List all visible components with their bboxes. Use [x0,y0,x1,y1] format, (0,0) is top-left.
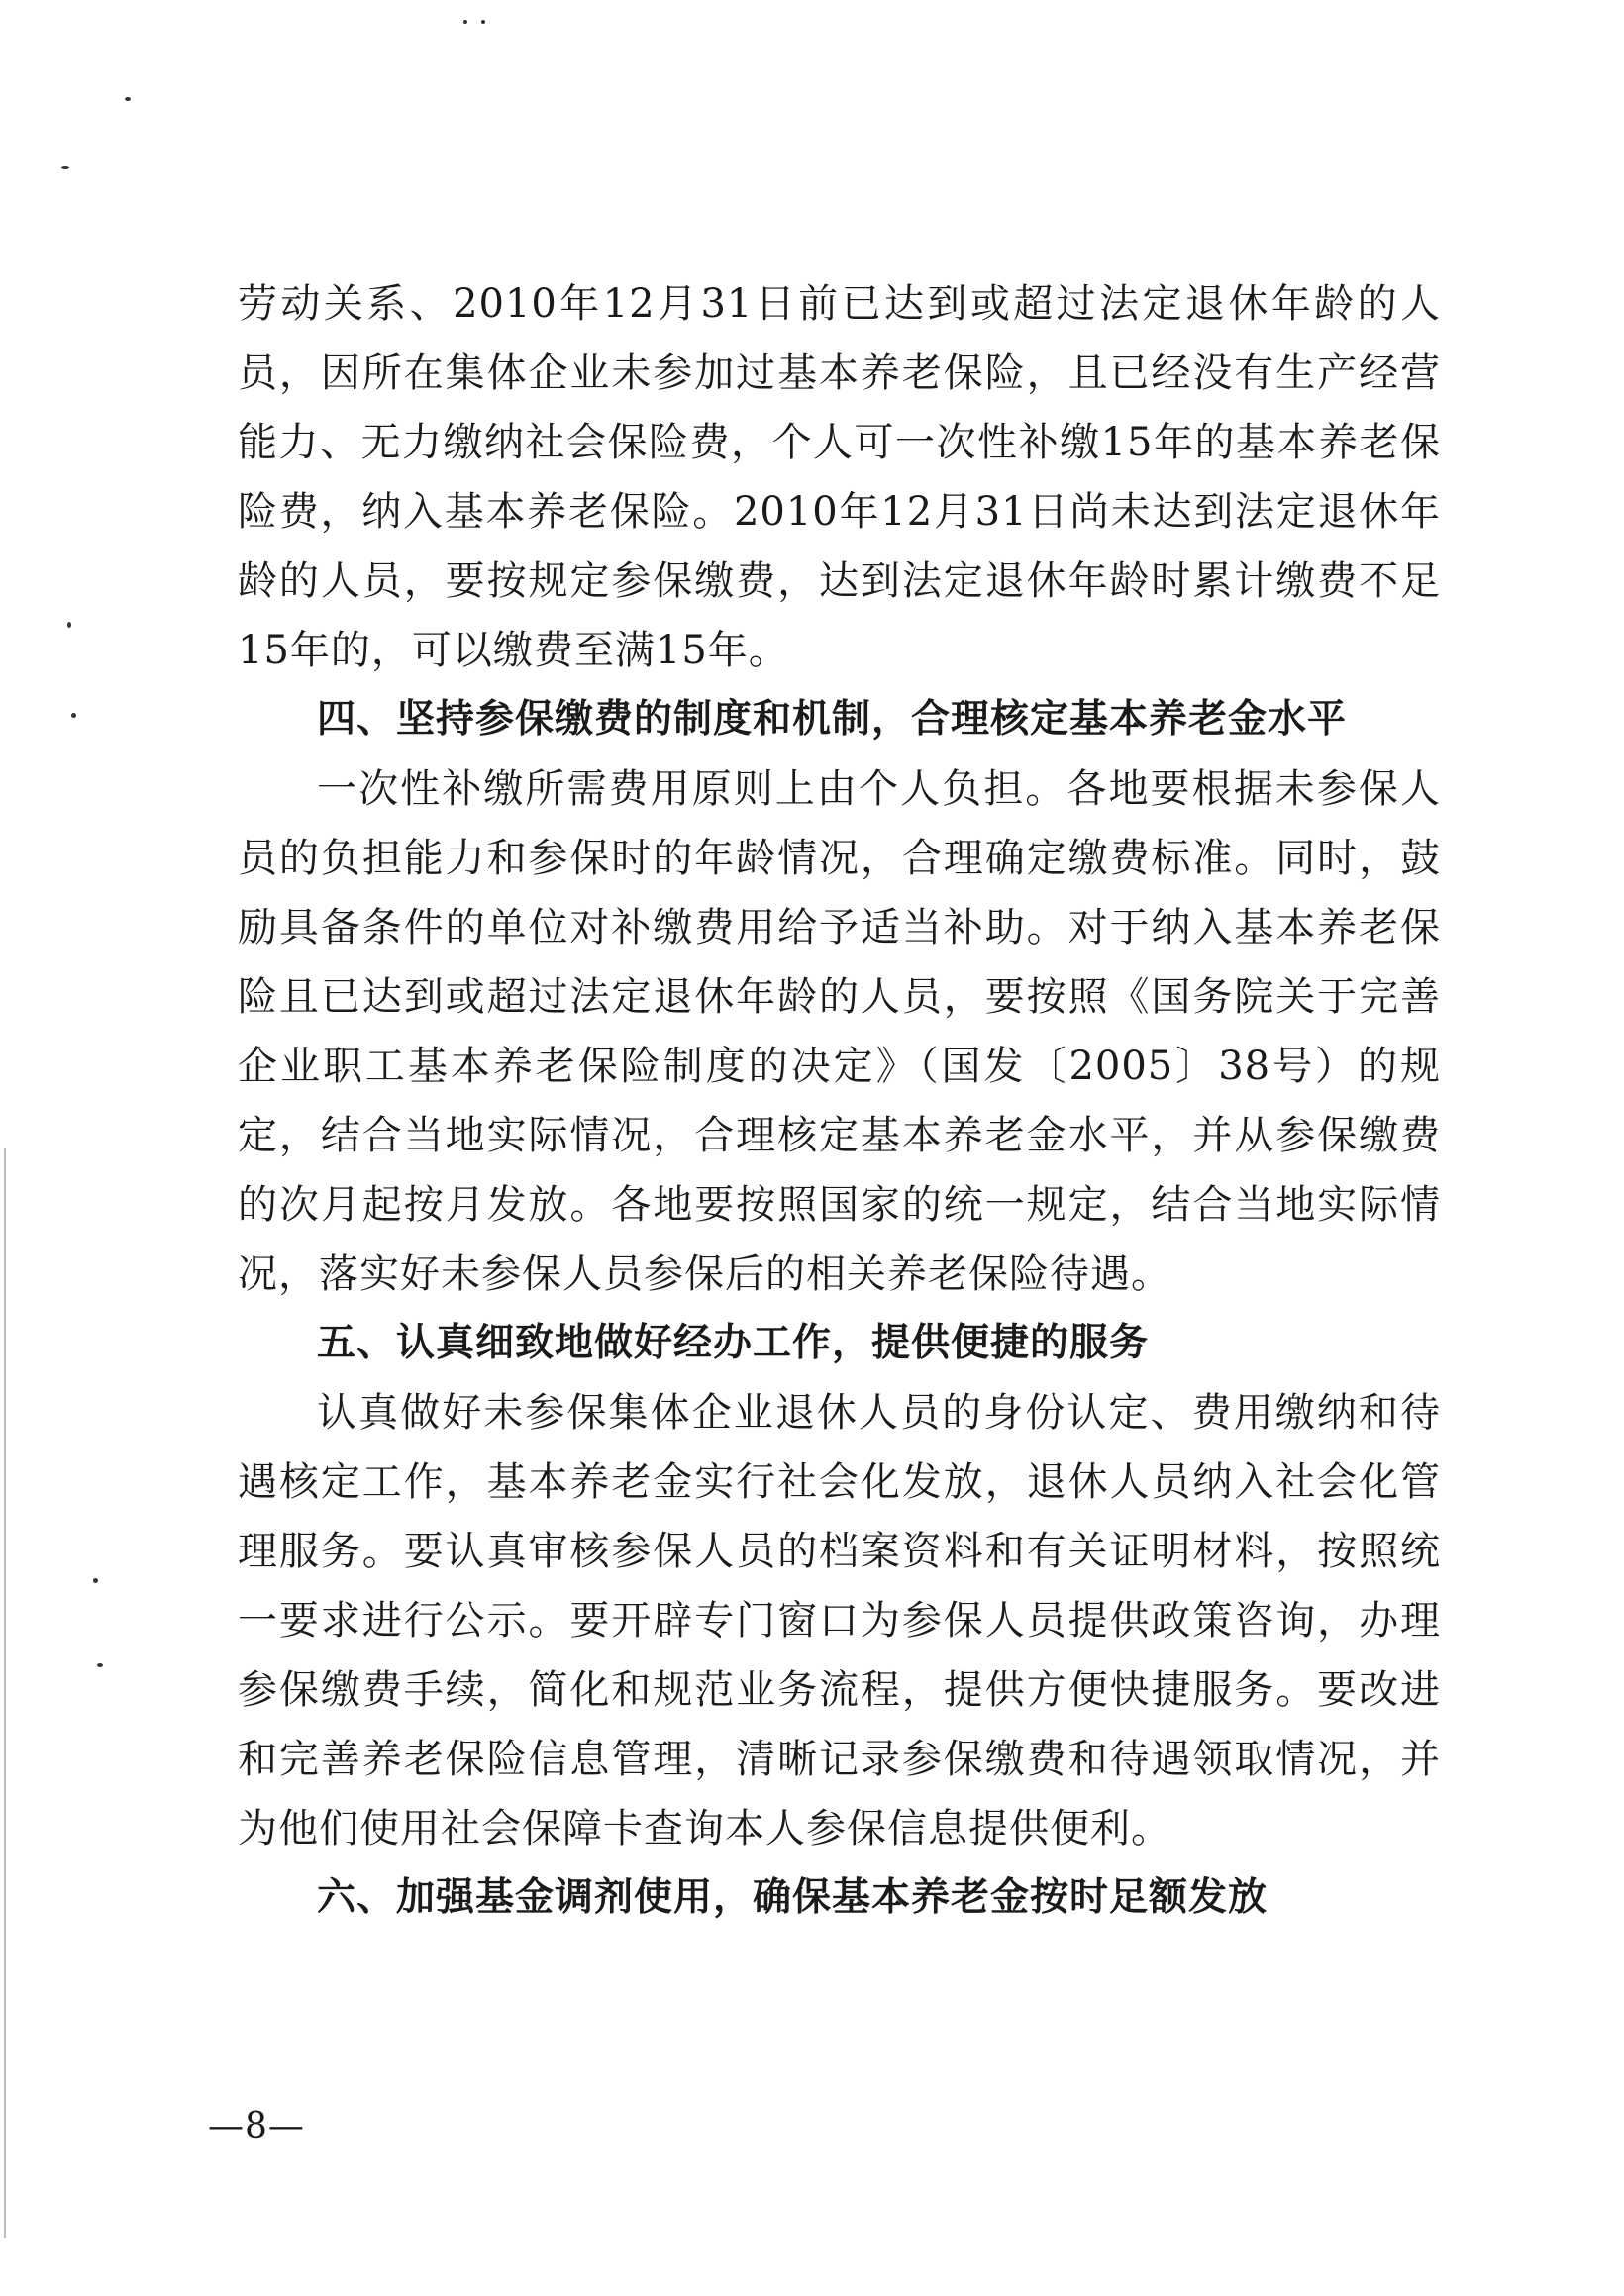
paragraph-section-5: 认真做好未参保集体企业退休人员的身份认定、费用缴纳和待遇核定工作，基本养老金实行社会化发放，退休人员纳入社会化管理服务。要认真审核参保人员的档案资料和有关证明材料，按照统一要求进行公示。要开辟专门窗口为参保人员提供政策咨询，办理参保缴费手续，简化和规范业务流程，提供方便快捷服务。要改进和完善养老保险信息管理，清晰记录参保缴费和待遇领取情况，并为他们使用社会保障卡查询本人参保信息提供便利。 [238,1390,1441,1851]
scan-speck [97,1663,103,1667]
paragraph-section-4: 一次性补缴所需费用原则上由个人负担。各地要根据未参保人员的负担能力和参保时的年龄情况，合理确定缴费标准。同时，鼓励具备条件的单位对补缴费用给予适当补助。对于纳入基本养老保险且已达到或超过法定退休年龄的人员，要按照《国务院关于完善企业职工基本养老保险制度的决定》（国发〔2005〕38号）的规定，结合当地实际情况，合理核定基本养老金水平，并从参保缴费的次月起按月发放。各地要按照国家的统一规定，结合当地实际情况，落实好未参保人员参保后的相关养老保险待遇。 [238,766,1441,1297]
scan-speck [61,166,69,169]
section-heading-5: 五、认真细致地做好经办工作，提供便捷的服务 [317,1321,1150,1365]
scan-margin-line [4,1148,6,2238]
scan-speck [71,713,76,718]
section-heading-6: 六、加强基金调剂使用，确保基本养老金按时足额发放 [317,1875,1269,1920]
scan-speck [463,20,467,24]
scan-speck [481,20,485,24]
paragraph-continued: 劳动关系、2010年12月31日前已达到或超过法定退休年龄的人员，因所在集体企业未参加过基本养老保险，且已经没有生产经营能力、无力缴纳社会保险费，个人可一次性补缴15年的基本养老保险费，纳入基本养老保险。2010年12月31日尚未达到法定退休年龄的人员，要按规定参保缴费，达到法定退休年龄时累计缴费不足15年的，可以缴费至满15年。 [238,281,1441,673]
scan-speck [67,622,71,628]
document-body [238,269,1441,1933]
page-number: —8— [208,2106,305,2146]
scan-speck [93,1578,98,1583]
section-heading-4: 四、坚持参保缴费的制度和机制，合理核定基本养老金水平 [317,697,1348,742]
scan-speck [125,97,131,101]
